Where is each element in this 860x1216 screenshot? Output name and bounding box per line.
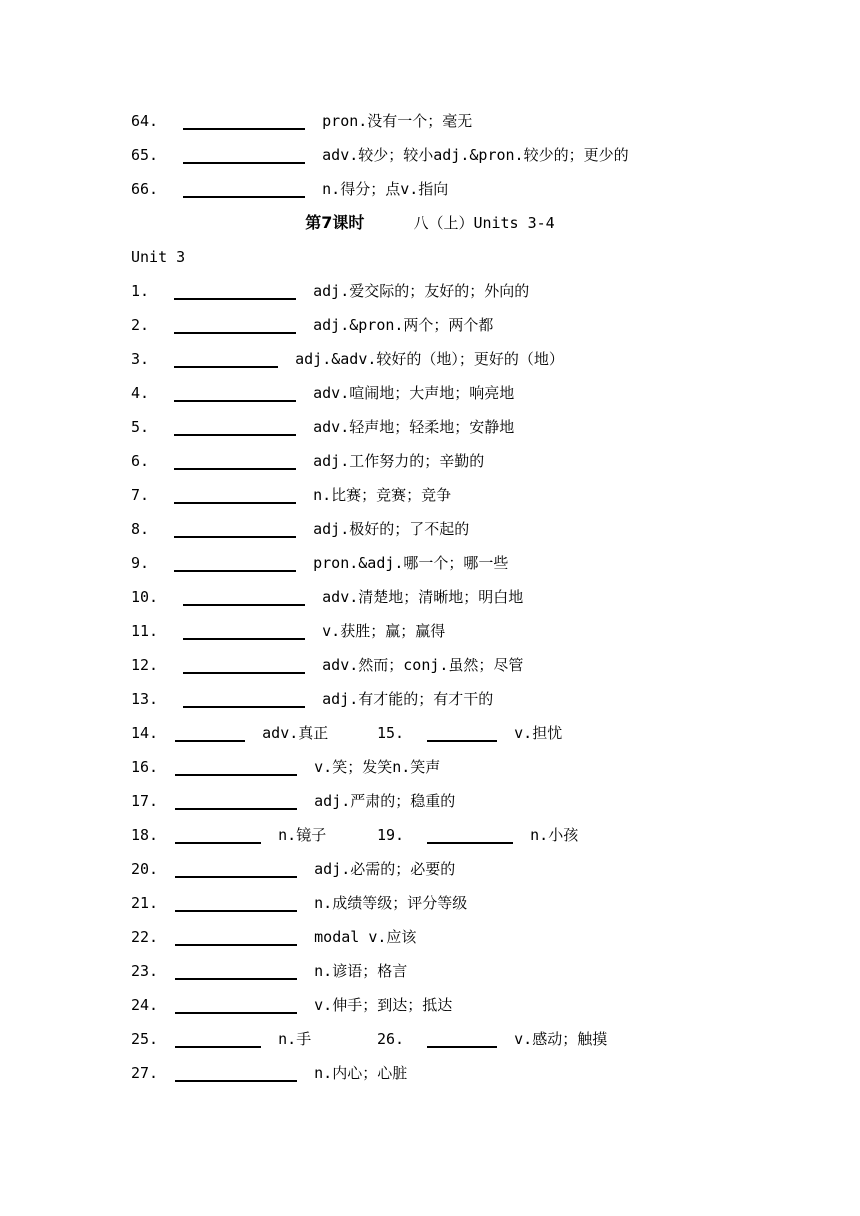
- answer-blank[interactable]: [174, 516, 296, 538]
- vocab-row-pair: [131, 1022, 607, 1056]
- item-number: 15.: [377, 724, 405, 742]
- vocab-row: [131, 954, 407, 988]
- item-definition: n.成绩等级；评分等级: [314, 894, 468, 912]
- item-number: 12.: [131, 656, 159, 674]
- item-number: 9.: [131, 554, 150, 572]
- vocab-item: [131, 818, 377, 852]
- item-definition: pron.&adj.哪一个；哪一些: [313, 554, 509, 572]
- answer-blank[interactable]: [175, 856, 297, 878]
- item-number: 17.: [131, 792, 159, 810]
- item-definition: n.小孩: [530, 826, 579, 844]
- lesson-heading: [0, 206, 860, 240]
- item-number: 6.: [131, 452, 150, 470]
- item-number: 25.: [131, 1030, 159, 1048]
- answer-blank[interactable]: [175, 992, 297, 1014]
- vocab-row: [131, 308, 493, 342]
- answer-blank[interactable]: [175, 890, 297, 912]
- item-definition: adj.&pron.两个；两个都: [313, 316, 494, 334]
- answer-blank[interactable]: [175, 754, 297, 776]
- item-definition: v.担忧: [514, 724, 563, 742]
- item-number: 16.: [131, 758, 159, 776]
- item-definition: adv.然而；conj.虽然；尽管: [322, 656, 524, 674]
- vocab-row: [131, 376, 514, 410]
- answer-blank[interactable]: [174, 380, 296, 402]
- vocab-row: [131, 750, 440, 784]
- item-number: 24.: [131, 996, 159, 1014]
- item-definition: v.获胜；赢；赢得: [322, 622, 446, 640]
- item-number: 18.: [131, 826, 159, 844]
- answer-blank[interactable]: [174, 550, 296, 572]
- answer-blank[interactable]: [174, 312, 296, 334]
- vocab-row: [131, 512, 469, 546]
- item-definition: adv.真正: [262, 724, 329, 742]
- vocab-item: [377, 1022, 607, 1056]
- vocab-row: [131, 410, 514, 444]
- item-number: 10.: [131, 588, 159, 606]
- vocab-item: [131, 716, 377, 750]
- answer-blank[interactable]: [427, 1026, 497, 1048]
- item-number: 8.: [131, 520, 150, 538]
- item-definition: modal v.应该: [314, 928, 417, 946]
- item-definition: v.感动；触摸: [514, 1030, 608, 1048]
- answer-blank[interactable]: [427, 720, 497, 742]
- item-definition: adj.爱交际的；友好的；外向的: [313, 282, 530, 300]
- item-definition: adv.轻声地；轻柔地；安静地: [313, 418, 515, 436]
- answer-blank[interactable]: [183, 618, 305, 640]
- item-number: 65.: [131, 146, 159, 164]
- item-definition: adj.严肃的；稳重的: [314, 792, 456, 810]
- item-number: 11.: [131, 622, 159, 640]
- vocab-row: [131, 444, 484, 478]
- item-definition: adj.工作努力的；辛勤的: [313, 452, 485, 470]
- item-number: 5.: [131, 418, 150, 436]
- item-definition: n.比赛；竞赛；竞争: [313, 486, 452, 504]
- item-number: 3.: [131, 350, 150, 368]
- unit-label: Unit 3: [131, 248, 186, 266]
- vocab-row: [131, 546, 508, 580]
- answer-blank[interactable]: [183, 686, 305, 708]
- answer-blank[interactable]: [175, 822, 261, 844]
- item-definition: adv.较少；较小adj.&pron.较少的；更少的: [322, 146, 629, 164]
- item-definition: adv.喧闹地；大声地；响亮地: [313, 384, 515, 402]
- lesson-subtitle: 八（上）Units 3-4: [413, 214, 555, 232]
- answer-blank[interactable]: [183, 176, 305, 198]
- item-definition: n.谚语；格言: [314, 962, 408, 980]
- item-definition: v.笑；发笑n.笑声: [314, 758, 441, 776]
- item-definition: n.手: [278, 1030, 312, 1048]
- vocab-row: [131, 886, 467, 920]
- vocab-item: [131, 1022, 377, 1056]
- vocab-row-pair: [131, 818, 578, 852]
- answer-blank[interactable]: [175, 720, 245, 742]
- vocab-row: [131, 920, 416, 954]
- vocab-row: [131, 852, 455, 886]
- answer-blank[interactable]: [174, 482, 296, 504]
- item-number: 1.: [131, 282, 150, 300]
- vocab-row-64: [131, 104, 472, 138]
- vocab-row: [131, 342, 564, 376]
- item-definition: adj.必需的；必要的: [314, 860, 456, 878]
- item-number: 26.: [377, 1030, 405, 1048]
- item-number: 2.: [131, 316, 150, 334]
- answer-blank[interactable]: [183, 652, 305, 674]
- answer-blank[interactable]: [427, 822, 513, 844]
- item-number: 22.: [131, 928, 159, 946]
- item-number: 4.: [131, 384, 150, 402]
- item-number: 14.: [131, 724, 159, 742]
- item-definition: n.内心；心脏: [314, 1064, 408, 1082]
- vocab-item: [377, 716, 562, 750]
- item-number: 64.: [131, 112, 159, 130]
- answer-blank[interactable]: [175, 924, 297, 946]
- item-number: 7.: [131, 486, 150, 504]
- vocab-row-66: [131, 172, 448, 206]
- vocab-row-pair: [131, 716, 562, 750]
- item-definition: adj.有才能的；有才干的: [322, 690, 494, 708]
- item-number: 19.: [377, 826, 405, 844]
- item-number: 20.: [131, 860, 159, 878]
- answer-blank[interactable]: [175, 1060, 297, 1082]
- answer-blank[interactable]: [174, 346, 278, 368]
- vocab-row: [131, 580, 523, 614]
- answer-blank[interactable]: [175, 1026, 261, 1048]
- item-number: 27.: [131, 1064, 159, 1082]
- item-number: 23.: [131, 962, 159, 980]
- answer-blank[interactable]: [183, 108, 305, 130]
- item-number: 13.: [131, 690, 159, 708]
- vocab-row: [131, 682, 493, 716]
- answer-blank[interactable]: [175, 788, 297, 810]
- vocab-row: [131, 784, 455, 818]
- item-definition: adj.极好的；了不起的: [313, 520, 470, 538]
- item-definition: adv.清楚地；清晰地；明白地: [322, 588, 524, 606]
- vocab-row: [131, 614, 445, 648]
- item-definition: pron.没有一个；毫无: [322, 112, 473, 130]
- answer-blank[interactable]: [183, 584, 305, 606]
- item-definition: adj.&adv.较好的（地）；更好的（地）: [295, 350, 564, 368]
- lesson-title: 第7课时: [305, 213, 365, 232]
- answer-blank[interactable]: [175, 958, 297, 980]
- vocab-row: [131, 478, 451, 512]
- vocab-item: [377, 818, 578, 852]
- item-definition: n.得分；点v.指向: [322, 180, 449, 198]
- item-definition: n.镜子: [278, 826, 327, 844]
- vocab-row: [131, 1056, 407, 1090]
- answer-blank[interactable]: [174, 448, 296, 470]
- answer-blank[interactable]: [183, 142, 305, 164]
- answer-blank[interactable]: [174, 414, 296, 436]
- item-number: 66.: [131, 180, 159, 198]
- answer-blank[interactable]: [174, 278, 296, 300]
- vocab-row: [131, 274, 529, 308]
- item-definition: v.伸手；到达；抵达: [314, 996, 453, 1014]
- vocab-row: [131, 988, 452, 1022]
- vocab-row-65: [131, 138, 629, 172]
- vocab-row: [131, 648, 523, 682]
- item-number: 21.: [131, 894, 159, 912]
